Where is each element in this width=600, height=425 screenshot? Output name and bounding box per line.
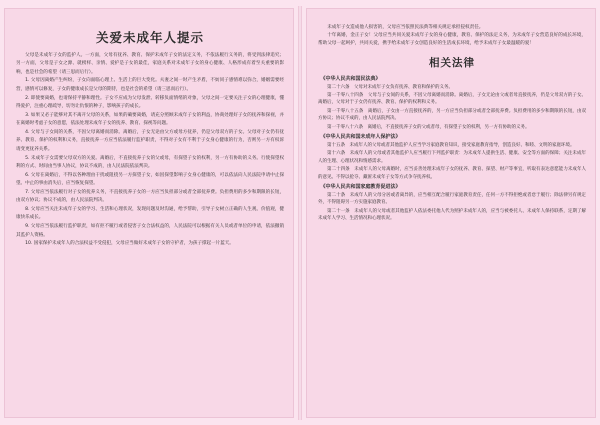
law-block (318, 75, 586, 131)
left-paragraph: 2. 即使要离婚，也请保持平静和理性。子女不应成为父母发泄、转移负面情绪的对象，父母之间一定要关注子女的心理健康，懂得爱护，注重心理疏导，切勿让仇恨的种子，影响孩子的成长。 (16, 95, 284, 109)
left-page (4, 8, 294, 418)
right-intro (318, 24, 586, 49)
law-article: 第十五条 未成年人的父母或者其他监护人应当学习家庭教育知识，接受家庭教育指导，创造良好、和睦、文明的家庭环境。 (327, 143, 575, 149)
right-page (306, 8, 596, 418)
law-name: 《中华人民共和国未成年人保护法》 (320, 134, 401, 141)
right-intro-paragraph: 十年离婚，金正子女！父母应当共同关爱未成年子女的身心健康，教育、保护的法定义务，为未成年子女营造良好的成长环境，帮助父母一起呵护，共同关爱，携手给未成年子女创造良好的生活成长环境，给予未成年子女最温暖的爱！ (318, 33, 586, 47)
left-page-content (16, 28, 284, 412)
law-article: 第十六条 未成年人的父母或者其他监护人应当履行下列监护职责：为未成年人提供生活、健康、安全等方面的保障；关注未成年人的生理、心理状况和情感需求。 (318, 151, 586, 164)
left-paragraph: 7. 父母应当依法履行对子女的抚养义务，不直接抚养子女的一方应当负担部分或者全部抚养费。负担费用的多少和期限的长短，由双方协议；协议不成的，由人民法院判决。 (16, 189, 284, 204)
left-paragraph: 8. 父母应当关注未成年子女的学习、生活和心理状况，发现问题及时沟通，给予帮助，引导子女树立正确的人生观、价值观，健康快乐成长。 (16, 207, 284, 221)
left-paragraph: 6. 父母在离婚后，不得以各种理由干扰或阻挠另一方探望子女，如因探望影响子女身心健康的，可以依法向人民法院申请中止探望。中止的事由消失后，应当恢复探望。 (16, 172, 284, 187)
left-paragraph: 1. 父母因离婚产生纠纷，子女向面临心理上、生活上的巨大变化。夫妻之间一时产生矛盾，不妨同子感情难以弥合，婚姻需要经营，感情可以修复，子女的健康成长是父母的期待，也是社会的希望（请三思而后行）。 (16, 78, 284, 92)
page-fold-divider (298, 6, 302, 420)
law-block (318, 133, 586, 181)
left-paragraph: 3. 如果又必子能够对其不离开父母的关系，如果的确要离婚，请充分照顾未成年子女的利益，协商处理好子女的抚养和探视，并在离婚时考虑子女的意愿，依法处理未成年子女的抚养、教育、探视等问题。 (16, 112, 284, 127)
left-page-title: 关爱未成年人提示 (95, 30, 204, 45)
law-article: 第二十条 未成年人的父母分居或者离异的，应当相互配合履行家庭教育责任，任何一方不得拒绝或者怠于履行；除法律另有规定外，不得阻碍另一方实施家庭教育。 (318, 193, 586, 206)
law-article: 第一千零八十四条 父母与子女间的关系，不因父母离婚而消除。离婚后，子女无论由父或者母直接抚养，仍是父母双方的子女。离婚后，父母对于子女仍有抚养、教育、保护的权利和义务。 (318, 93, 586, 106)
left-paragraph: 9. 父母应当依法履行监护职责，如有拒不履行或者侵害子女合法权益的，人民法院可以根据有关人员或者单位的申请，依法撤销其监护人资格。 (16, 224, 284, 238)
law-article: 第二十四条 未成年人的父母离婚时，应当妥善处理未成年子女的抚养、教育、探望、财产等事宜，听取有表达意愿能力未成年人的意见。不得以抢夺、藏匿未成年子女等方式争夺抚养权。 (318, 167, 586, 180)
law-article: 第一千零八十六条 离婚后，不直接抚养子女的父或者母，有探望子女的权利，另一方有协助的义务。 (327, 124, 530, 130)
left-paragraph: 4. 父母与子女间的关系，不因父母离婚而消除。离婚后，子女无论由父方或母方抚养，仍是父母双方的子女。父母对子女仍有抚养、教育、保护的权利和义务，直接抚养一方应当依法履行监护职责，不得对子女有不利于子女身心健康的行为，否则另一方有权诉请变更抚养关系。 (16, 130, 284, 152)
law-name: 《中华人民共和国民法典》 (320, 75, 381, 82)
law-article: 第二十一条 未成年人的父母或者其他监护人依法委托他人代为照护未成年人的，应当与被委托人、未成年人保持联系，定期了解未成年人学习、生活情况和心理状况。 (318, 208, 586, 222)
law-block (318, 183, 586, 223)
law-article: 第二十六条 父母对未成年子女负有抚养、教育和保护的义务。 (327, 84, 453, 90)
right-intro-paragraph: 未成年子女造成他人损害的，父母应当依照民法典等相关规定承担侵权责任。 (327, 25, 484, 30)
left-paragraphs (16, 52, 284, 249)
law-list (318, 75, 586, 223)
left-paragraph: 10. 国家保护未成年人的合法权益不受侵犯，父母应当做好未成年子女的守护者，为孩子撑起一片蓝天。 (25, 241, 234, 247)
related-laws-title: 相关法律 (429, 56, 475, 69)
left-paragraph: 5. 未成年子女需要父母双方的关爱。离婚后，不直接抚养子女的父或母，有探望子女的权利，另一方有协助的义务。行使探望权利的方式、时间由当事人协议，协议不成的，由人民法院依法判决。 (16, 155, 284, 169)
law-article: 第一千零八十五条 离婚后，子女由一方直接抚养的，另一方应当负担部分或者全部抚养费。负担费用的多少和期限的长短，由双方协议；协议不成的，由人民法院判决。 (318, 108, 586, 122)
left-paragraph: 父母是未成年子女的监护人。一方面，父母有抚养、教育、保护未成年子女的法定义务，不依法履行义务的，将受到法律追究；另一方面，父母是子女之源、就榜样、亲情、爱护是子女的最佳，家庭关系对未成年子女的身心健康、人格形成有着至关重要的影响，也是社会的希望（请三思而后行）。 (16, 53, 284, 75)
law-name: 《中华人民共和国家庭教育促进法》 (320, 184, 401, 191)
right-page-content (318, 24, 586, 412)
